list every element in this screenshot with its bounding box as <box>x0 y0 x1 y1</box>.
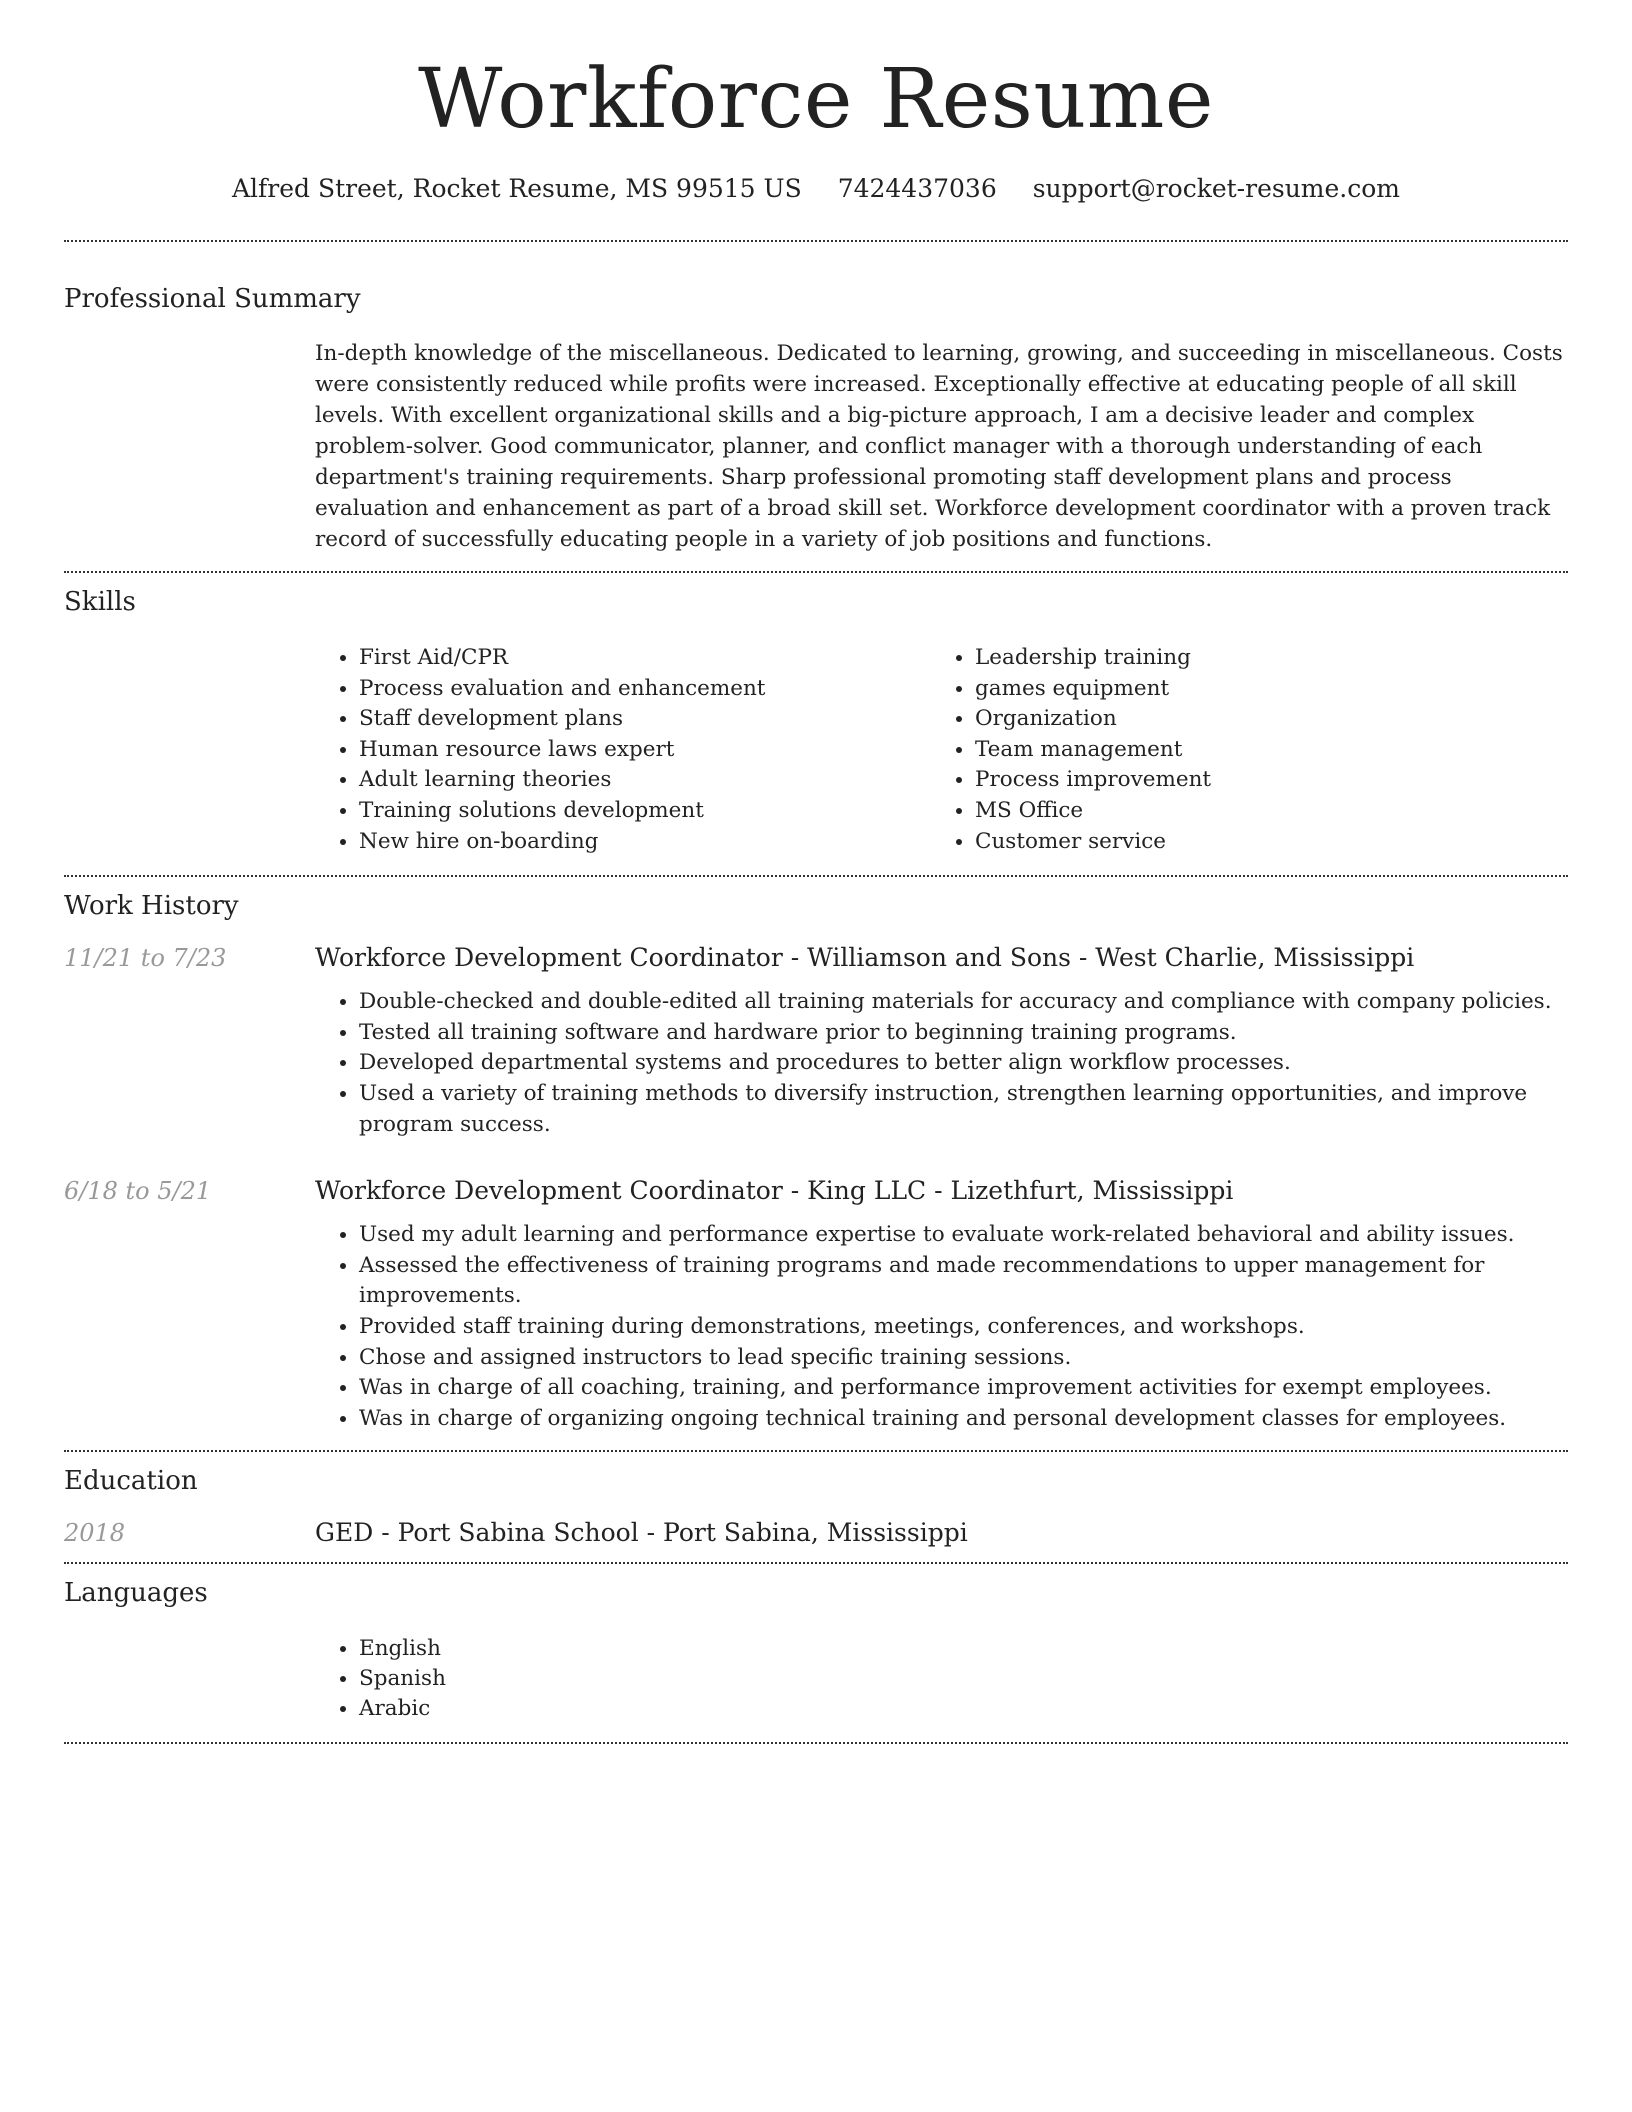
contact-email: support@rocket-resume.com <box>1032 174 1401 203</box>
skill-item: • New hire on-boarding <box>359 827 931 858</box>
section-title-skills: Skills <box>64 587 136 617</box>
skills-section <box>64 585 1568 857</box>
skill-item: • Training solutions development <box>359 796 931 827</box>
languages-list <box>315 1634 1568 1724</box>
skill-item: • MS Office <box>975 796 1547 827</box>
resume-name: Workforce Resume <box>418 52 1214 147</box>
job-entry <box>64 941 1568 1140</box>
job-bullet: • Assessed the effectiveness of training programs and made recommendations to upper management for improvements. <box>359 1251 1568 1312</box>
education-section <box>64 1464 1568 1550</box>
skill-item: • Process evaluation and enhancement <box>359 674 931 705</box>
skill-item: • Human resource laws expert <box>359 735 931 766</box>
education-heading: GED - Port Sabina School - Port Sabina, Mississippi <box>315 1518 968 1548</box>
skill-item: • Customer service <box>975 827 1547 858</box>
summary-section <box>64 282 1568 555</box>
job-dates: 11/21 to 7/23 <box>64 944 227 973</box>
languages-section <box>64 1576 1568 1724</box>
divider <box>64 1450 1568 1452</box>
job-bullets <box>315 1220 1568 1434</box>
skill-item: • Organization <box>975 704 1547 735</box>
skills-list-right <box>931 643 1547 857</box>
divider <box>64 1742 1568 1744</box>
education-entry <box>64 1516 1568 1550</box>
skill-item: • First Aid/CPR <box>359 643 931 674</box>
language-item: • Arabic <box>359 1694 1568 1724</box>
skill-item: • Team management <box>975 735 1547 766</box>
contact-phone: 7424437036 <box>837 174 997 203</box>
skill-item: • Leadership training <box>975 643 1547 674</box>
job-bullet: • Was in charge of all coaching, training, and performance improvement activities for exempt employees. <box>359 1373 1568 1404</box>
summary-text: In-depth knowledge of the miscellaneous. Dedicated to learning, growing, and succeeding in miscellaneous. Costs were consistently reduced while profits were increased. Exceptionally effective at educating people of all skill levels. With excellent organizational skills and a big-picture approach, I am a decisive leader and complex problem-solver. Good communicator, planner, and conflict manager with a thorough understanding of each department's training requirements. Sharp professional promoting staff development plans and process evaluation and enhancement as part of a broad skill set. Workforce development coordinator with a proven track record of successfully educating people in a variety of job positions and functions. <box>315 341 1563 552</box>
job-bullet: • Developed departmental systems and procedures to better align workflow processes. <box>359 1048 1568 1079</box>
job-bullet: • Tested all training software and hardware prior to beginning training programs. <box>359 1018 1568 1049</box>
job-body <box>315 1174 1568 1434</box>
contact-address: Alfred Street, Rocket Resume, MS 99515 US <box>231 174 802 203</box>
skill-item: • Staff development plans <box>359 704 931 735</box>
job-bullet: • Chose and assigned instructors to lead specific training sessions. <box>359 1343 1568 1374</box>
education-year: 2018 <box>64 1519 126 1548</box>
contact-line <box>64 172 1568 206</box>
divider <box>64 875 1568 877</box>
job-bullet: • Used a variety of training methods to diversify instruction, strengthen learning opportunities, and improve program success. <box>359 1079 1568 1140</box>
skills-columns <box>315 643 1568 857</box>
job-heading: Workforce Development Coordinator - King LLC - Lizethfurt, Mississippi <box>315 1176 1234 1206</box>
section-title-languages: Languages <box>64 1578 208 1609</box>
job-bullet: • Used my adult learning and performance expertise to evaluate work-related behavioral and ability issues. <box>359 1220 1568 1251</box>
skill-item: • games equipment <box>975 674 1547 705</box>
job-body <box>315 941 1568 1140</box>
work-section <box>64 889 1568 1434</box>
skills-list-left <box>315 643 931 857</box>
language-item: • Spanish <box>359 1664 1568 1694</box>
section-title-education: Education <box>64 1466 198 1497</box>
section-title-summary: Professional Summary <box>64 284 361 314</box>
job-bullet: • Provided staff training during demonstrations, meetings, conferences, and workshops. <box>359 1312 1568 1343</box>
job-dates: 6/18 to 5/21 <box>64 1177 212 1206</box>
divider <box>64 571 1568 573</box>
job-entry <box>64 1174 1568 1434</box>
job-bullets <box>315 987 1568 1140</box>
divider <box>64 240 1568 242</box>
job-bullet: • Was in charge of organizing ongoing technical training and personal development classes for employees. <box>359 1404 1568 1435</box>
job-bullet: • Double-checked and double-edited all training materials for accuracy and compliance with company policies. <box>359 987 1568 1018</box>
section-title-work: Work History <box>64 891 239 922</box>
language-item: • English <box>359 1634 1568 1664</box>
skill-item: • Process improvement <box>975 765 1547 796</box>
skill-item: • Adult learning theories <box>359 765 931 796</box>
job-heading: Workforce Development Coordinator - Williamson and Sons - West Charlie, Mississippi <box>315 943 1415 973</box>
divider <box>64 1562 1568 1564</box>
